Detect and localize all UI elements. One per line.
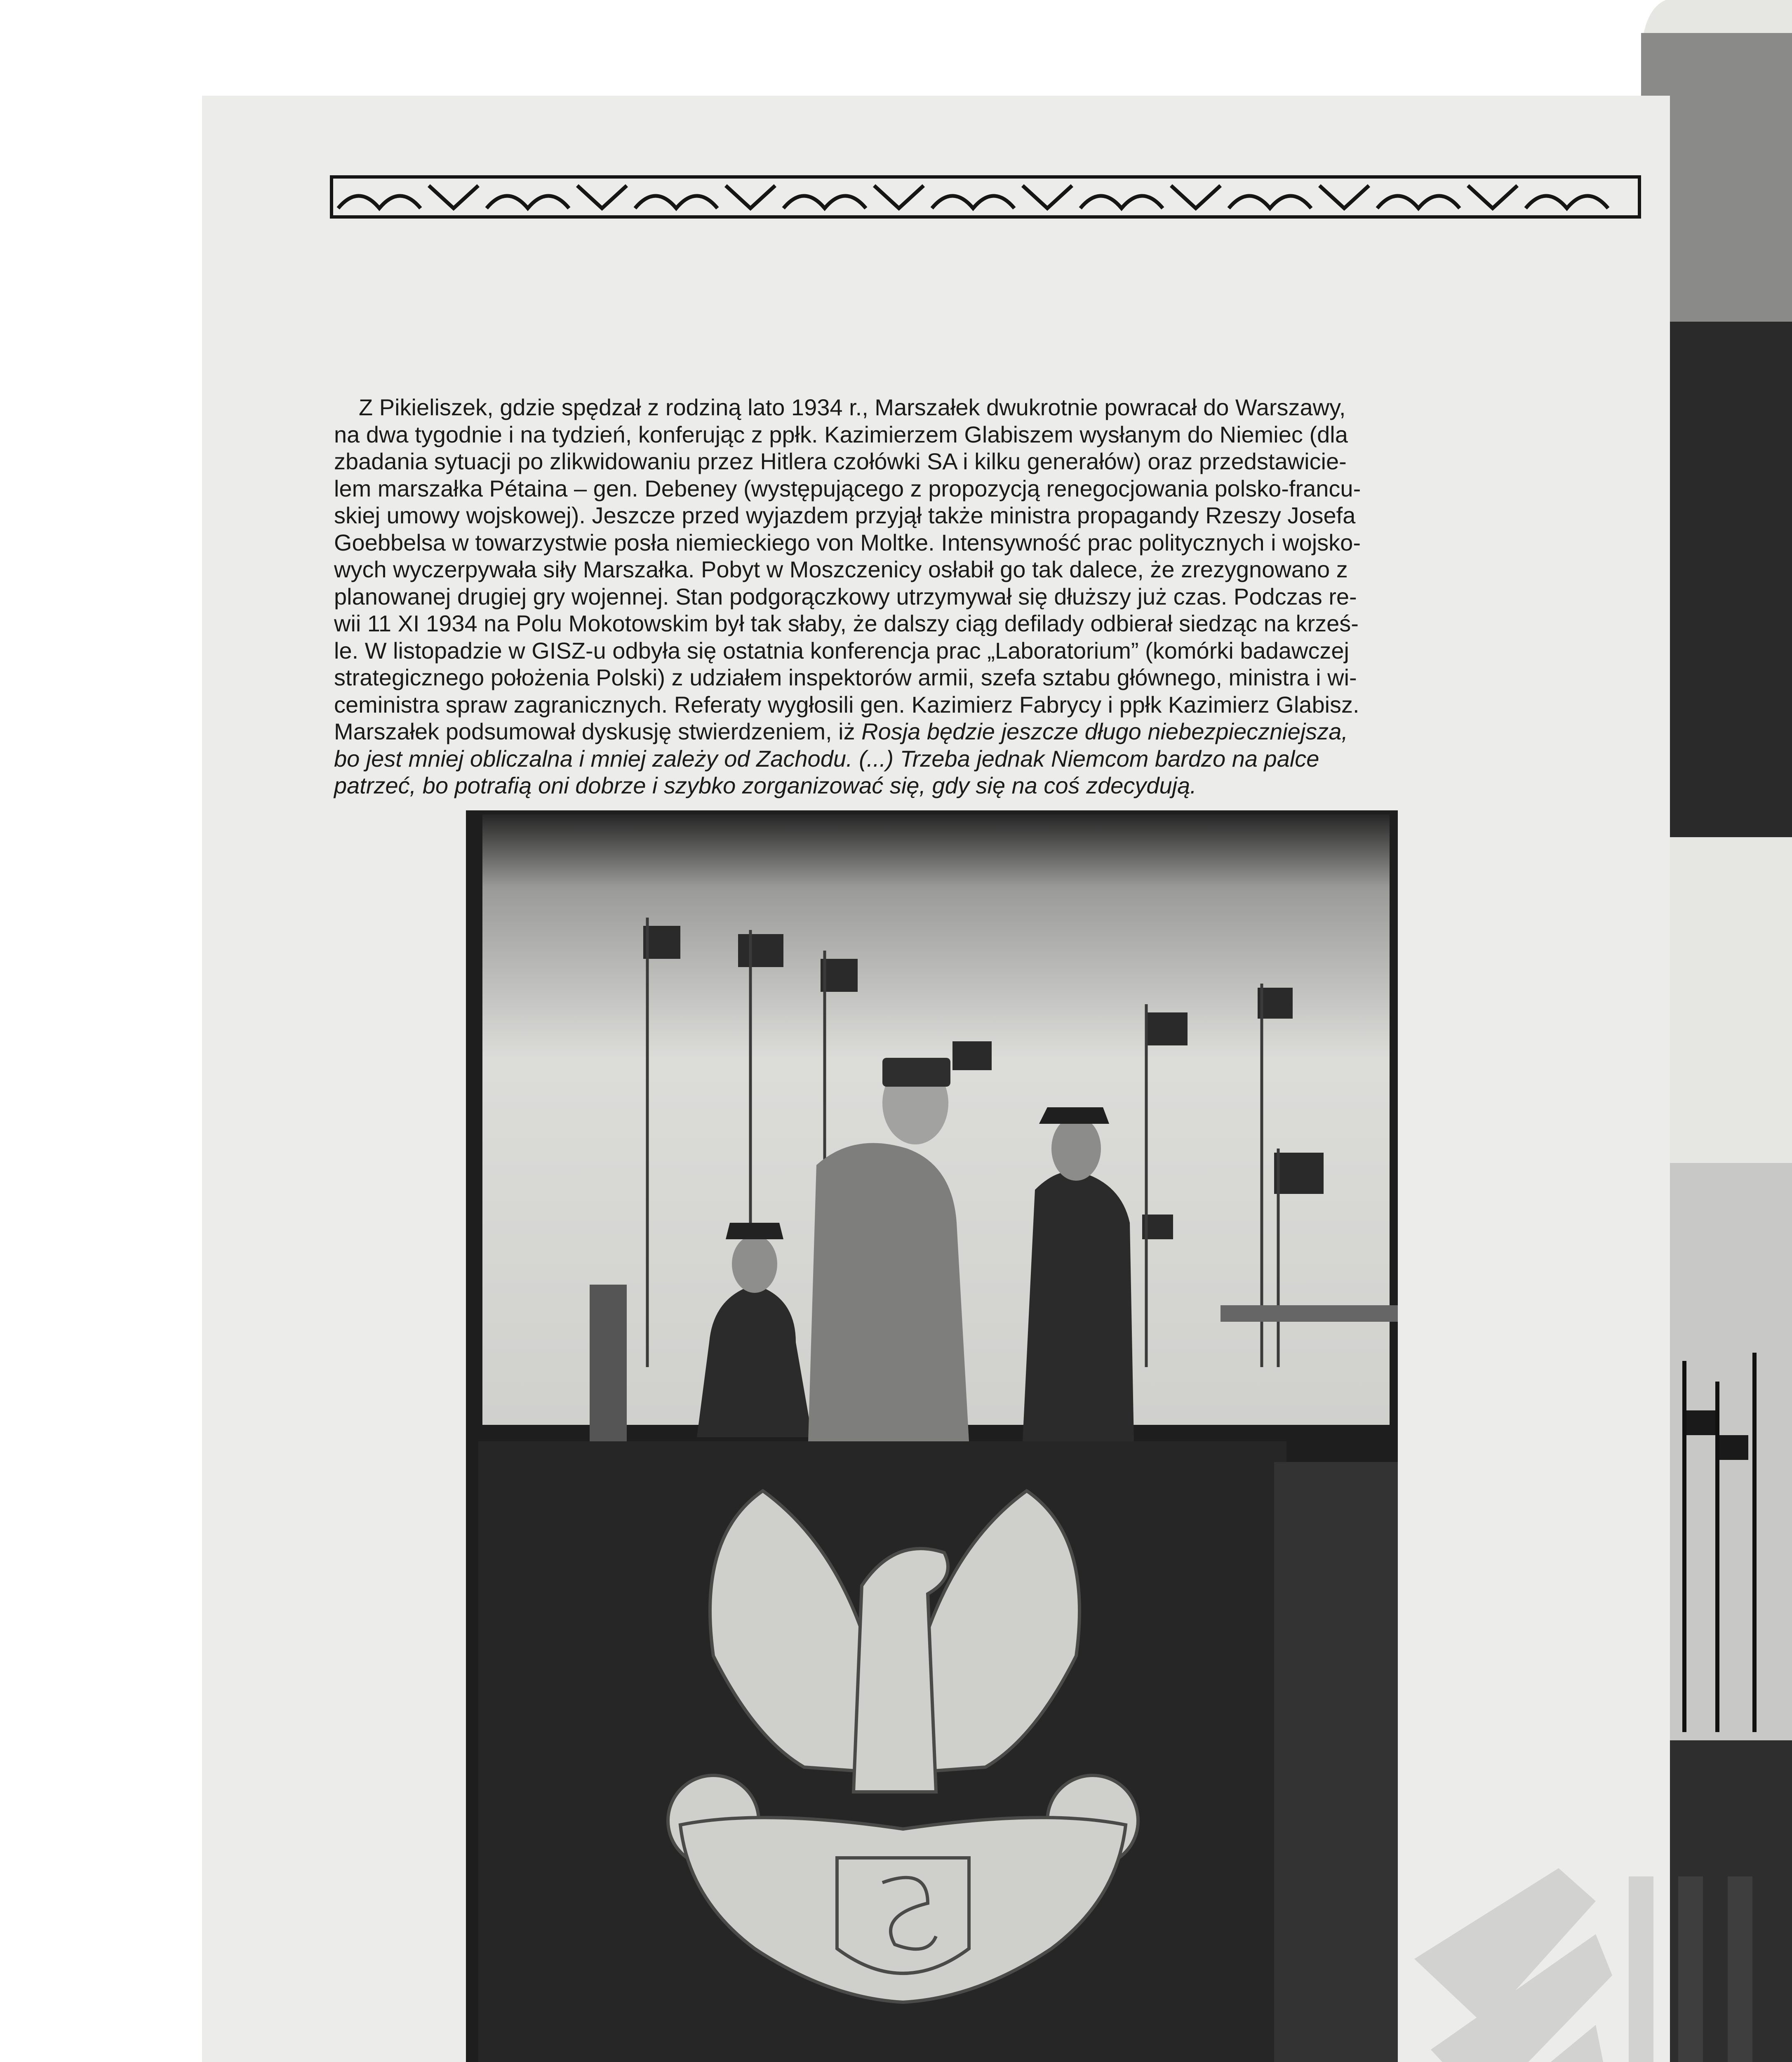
text-segment: Marszałek podsumował dyskusję stwierdzeniem, iż — [334, 718, 855, 744]
watermark-logo — [1381, 1852, 1777, 2062]
quote-line: bo jest mniej obliczalna i mniej zależy od Zachodu. (...) Trzeba jednak Niemcom bardzo na palce — [334, 745, 1319, 772]
text-line: lem marszałka Pétaina – gen. Debeney (występującego z propozycją renegocjowania polsko-francu- — [334, 475, 1361, 501]
text-line: wych wyczerpywała siły Marszałka. Pobyt w Moszczenicy osłabił go tak dalece, że zrezygnowano z — [334, 556, 1348, 582]
historical-photo — [466, 810, 1398, 2062]
text-line: na dwa tygodnie i na tydzień, konferując z ppłk. Kazimierzem Glabiszem wysłanym do Niemiec (dla — [334, 421, 1348, 447]
text-line: ceministra spraw zagranicznych. Referaty wygłosili gen. Kazimierz Fabrycy i ppłk Kazimierz Glabisz. — [334, 691, 1359, 718]
text-line: le. W listopadzie w GISZ-u odbyła się ostatnia konferencja prac „Laboratorium” (komórki badawczej — [334, 637, 1349, 664]
text-line: Z Pikieliszek, gdzie spędzał z rodziną lato 1934 r., Marszałek dwukrotnie powracał do Warszawy, — [359, 394, 1346, 420]
text-line: Goebbelsa w towarzystwie posła niemieckiego von Moltke. Intensywność prac politycznych i wojsko- — [334, 529, 1361, 556]
text-line: wii 11 XI 1934 na Polu Mokotowskim był tak słaby, że dalszy ciąg defilady odbierał siedząc na krześ- — [334, 610, 1359, 636]
text-line: strategicznego położenia Polski) z udziałem inspektorów armii, szefa sztabu głównego, ministra i wi- — [334, 664, 1357, 690]
text-line-mixed — [334, 718, 1377, 745]
quote-line: patrzeć, bo potrafią oni dobrze i szybko zorganizować się, gdy się na coś zdecydują. — [334, 772, 1197, 798]
text-line: zbadania sytuacji po zlikwidowaniu przez Hitlera czołówki SA i kilku generałów) oraz przedstawicie- — [334, 448, 1347, 474]
text-line: skiej umowy wojskowej). Jeszcze przed wyjazdem przyjął także ministra propagandy Rzeszy Josefa — [334, 502, 1356, 528]
article-text — [334, 394, 1377, 799]
quote-segment: Rosja będzie jeszcze długo niebezpieczniejsza, — [861, 718, 1348, 744]
decorative-border — [330, 175, 1641, 219]
text-line: planowanej drugiej gry wojennej. Stan podgorączkowy utrzymywał się dłuższy już czas. Podczas re- — [334, 583, 1357, 610]
